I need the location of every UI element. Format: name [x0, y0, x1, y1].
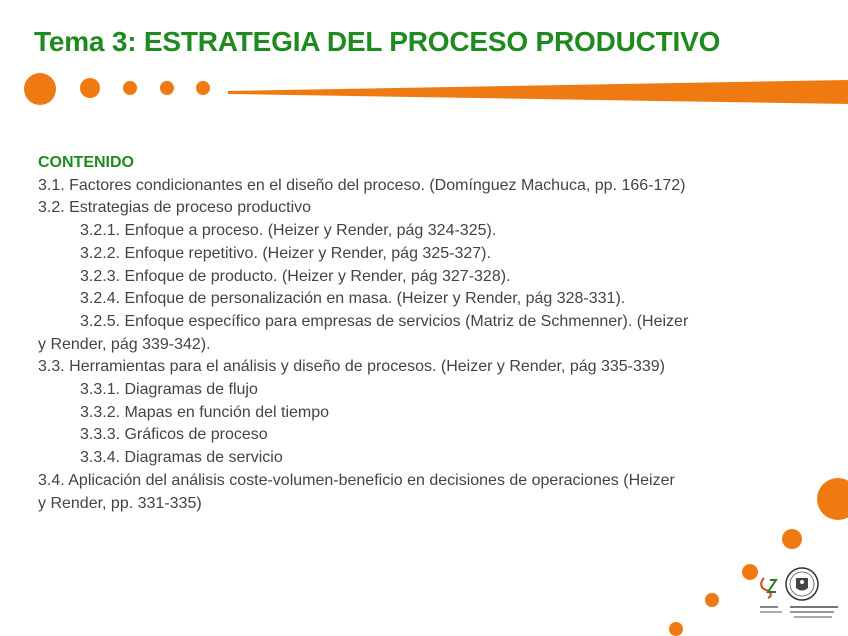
side-dot — [669, 622, 683, 636]
page-title: Tema 3: ESTRATEGIA DEL PROCESO PRODUCTIVO — [34, 26, 721, 57]
list-item: 3.2.4. Enfoque de personalización en masa. (Heizer y Render, pág 328-331). — [80, 290, 626, 308]
logos — [758, 566, 842, 628]
list-item: 3.3.1. Diagramas de flujo — [80, 381, 258, 399]
header-bar — [228, 80, 848, 104]
list-item: 3.3.2. Mapas en función del tiempo — [80, 403, 330, 421]
logo-caption-marks — [760, 604, 840, 624]
list-item: 3.3. Herramientas para el análisis y diseño de procesos. (Heizer y Render, pág 335-339) — [38, 358, 665, 376]
list-item: 3.4. Aplicación del análisis coste-volumen-beneficio en decisiones de operaciones (Heizer — [38, 471, 675, 489]
contents-heading: CONTENIDO — [38, 154, 134, 171]
university-crest-icon — [782, 566, 822, 602]
list-item: 3.2.1. Enfoque a proceso. (Heizer y Render, pág 324-325). — [80, 222, 497, 240]
list-item: 3.2. Estrategias de proceso productivo — [38, 199, 312, 217]
header-dot — [80, 78, 100, 98]
header-dot — [123, 81, 137, 95]
list-item-continuation: y Render, pág 339-342). — [38, 335, 211, 353]
side-dot-large — [817, 478, 848, 520]
list-item: 3.1. Factores condicionantes en el diseño del proceso. (Domínguez Machuca, pp. 166-172) — [38, 176, 686, 194]
side-dot — [705, 593, 719, 607]
list-item: 3.2.3. Enfoque de producto. (Heizer y Render, pág 327-328). — [80, 267, 511, 285]
list-item: 3.2.2. Enfoque repetitivo. (Heizer y Render, pág 325-327). — [80, 244, 491, 262]
header-dot-large — [24, 73, 56, 105]
side-dot — [742, 564, 758, 580]
list-item-continuation: y Render, pp. 331-335) — [38, 494, 202, 512]
header-dot — [160, 81, 174, 95]
list-item: 3.3.4. Diagramas de servicio — [80, 449, 283, 467]
side-dot — [782, 529, 802, 549]
contents-list — [38, 152, 813, 515]
list-item: 3.3.3. Gráficos de proceso — [80, 426, 268, 444]
department-logo-icon — [758, 576, 780, 600]
header-dot — [196, 81, 210, 95]
list-item: 3.2.5. Enfoque específico para empresas de servicios (Matriz de Schmenner). (Heizer — [80, 312, 689, 330]
